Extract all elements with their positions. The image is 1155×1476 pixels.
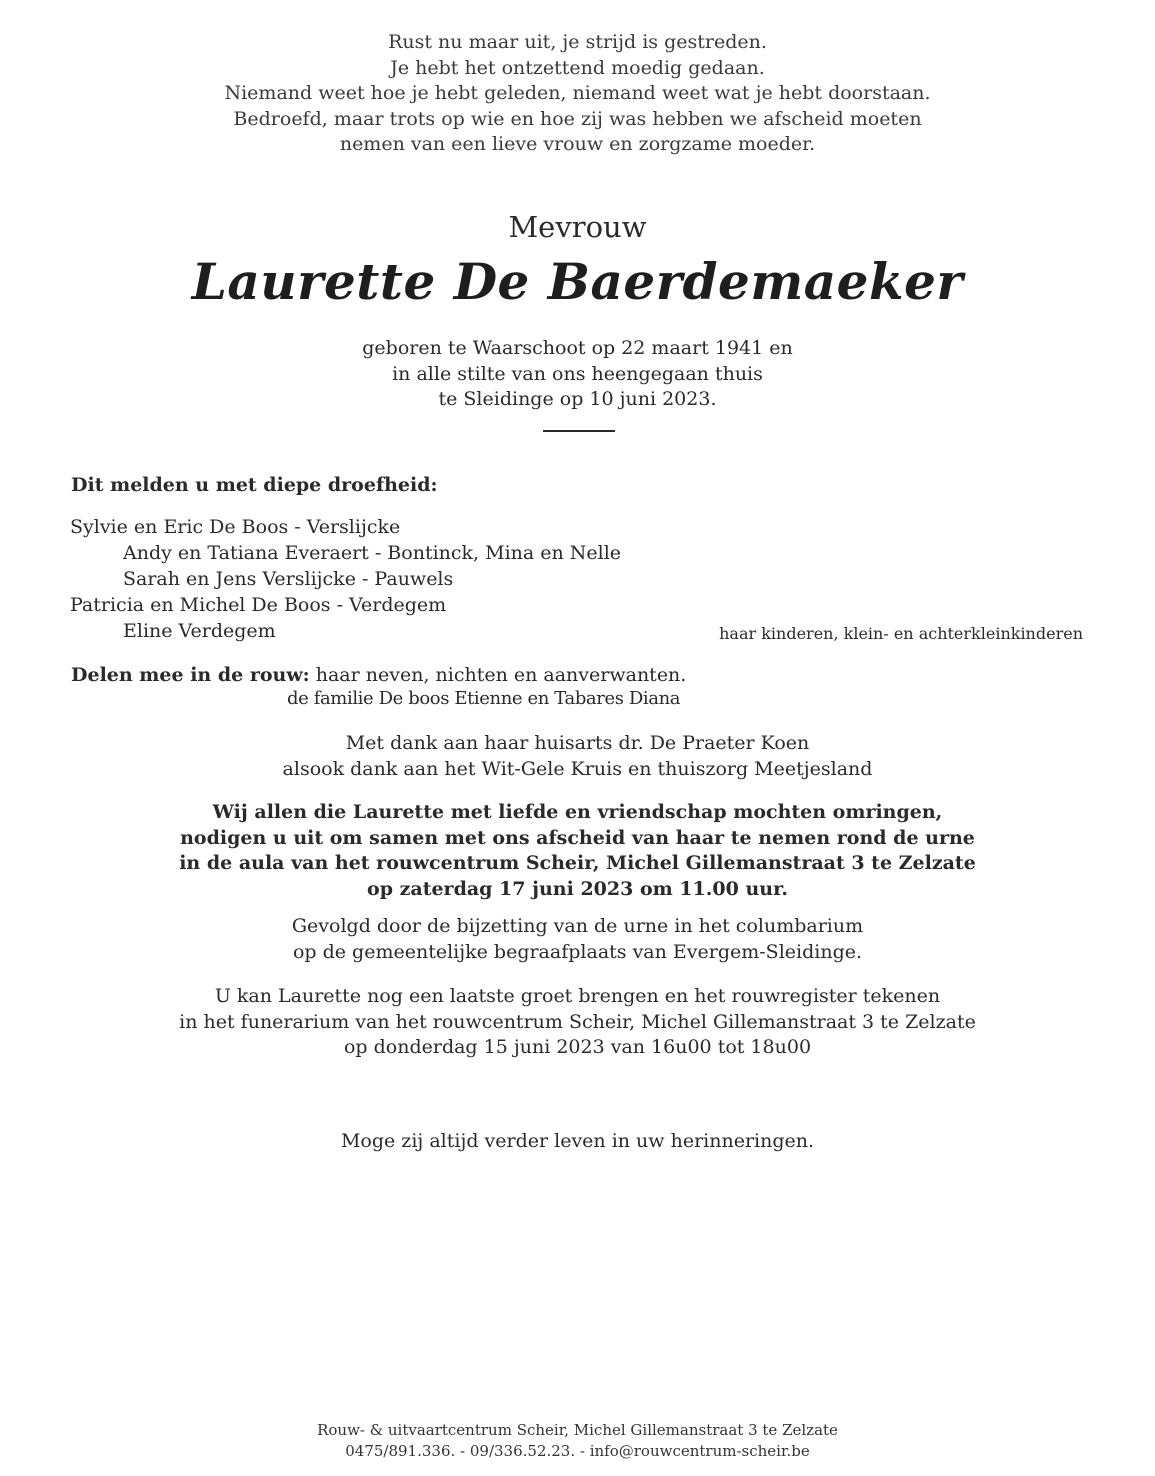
visit-line: U kan Laurette nog een laatste groet brengen en het rouwregister tekenen [214, 985, 941, 1007]
poem-line: Bedroefd, maar trots op wie en hoe zij was hebben we afscheid moeten [233, 107, 922, 130]
poem-line: Je hebt het ontzettend moedig gedaan. [390, 56, 765, 79]
birth-line: geboren te Waarschoot op 22 maart 1941 en [362, 337, 793, 359]
visit-line: in het funerarium van het rouwcentrum Scheir, Michel Gillemanstraat 3 te Zelzate [179, 1010, 976, 1033]
thanks [0, 731, 1155, 782]
invite-line: op zaterdag 17 juni 2023 om 11.00 uur. [367, 877, 788, 900]
poem-line: nemen van een lieve vrouw en zorgzame moeder. [339, 133, 816, 156]
interment-line: Gevolgd door de bijzetting van de urne in het columbarium [291, 915, 864, 937]
family-list [0, 514, 1155, 644]
share-mourning [71, 662, 686, 688]
footer-address: Rouw- & uitvaartcentrum Scheir, Michel Gillemanstraat 3 te Zelzate [317, 1421, 838, 1439]
invite-line: in de aula van het rouwcentrum Scheir, Michel Gillemanstraat 3 te Zelzate [179, 852, 976, 875]
poem-line: Niemand weet hoe je hebt geleden, niemand weet wat je hebt doorstaan. [224, 82, 931, 105]
family-member: Patricia en Michel De Boos - Verdegem [70, 594, 447, 616]
footer [0, 1420, 1155, 1462]
share-label: Delen mee in de rouw: [71, 664, 310, 686]
family-relation: haar kinderen, klein- en achterkleinkinderen [719, 624, 1083, 643]
divider [543, 430, 615, 432]
invite-line: nodigen u uit om samen met ons afscheid van haar te nemen rond de urne [180, 826, 975, 849]
invite-line: Wij allen die Laurette met liefde en vriendschap mochten omringen, [212, 801, 943, 823]
family-row [0, 618, 1155, 644]
family-member: Sylvie en Eric De Boos - Verslijcke [70, 516, 401, 538]
family-row [0, 566, 1155, 592]
thanks-line: Met dank aan haar huisarts dr. De Praeter Koen [345, 732, 810, 754]
family-row [0, 592, 1155, 618]
family-row [0, 514, 1155, 540]
invitation [0, 800, 1155, 902]
birth-death-info [0, 336, 1155, 413]
family-member: Eline Verdegem [123, 620, 276, 642]
birth-line: te Sleidinge op 10 juni 2023. [438, 388, 717, 411]
announce-heading: Dit melden u met diepe droefheid: [71, 474, 438, 496]
birth-line: in alle stilte van ons heengegaan thuis [392, 362, 763, 385]
visitation-info [0, 984, 1155, 1061]
thanks-line: alsook dank aan het Wit-Gele Kruis en thuiszorg Meetjesland [282, 757, 873, 780]
deceased-name: Laurette De Baerdemaeker [191, 252, 964, 311]
share-text: haar neven, nichten en aanverwanten. [309, 664, 687, 686]
closing-line: Moge zij altijd verder leven in uw herinneringen. [340, 1130, 815, 1152]
family-member: Sarah en Jens Verslijcke - Pauwels [123, 568, 454, 590]
interment-info [0, 914, 1155, 965]
poem [0, 30, 1155, 158]
honorific: Mevrouw [508, 210, 647, 244]
family-row [0, 540, 1155, 566]
family-member: Andy en Tatiana Everaert - Bontinck, Mina en Nelle [123, 542, 622, 564]
share-line-2: de familie De boos Etienne en Tabares Diana [287, 688, 681, 709]
footer-contact: 0475/891.336. - 09/336.52.23. - info@rouwcentrum-scheir.be [345, 1442, 810, 1460]
poem-line: Rust nu maar uit, je strijd is gestreden. [388, 31, 767, 53]
visit-line: op donderdag 15 juni 2023 van 16u00 tot 18u00 [343, 1036, 812, 1059]
interment-line: op de gemeentelijke begraafplaats van Evergem-Sleidinge. [292, 940, 863, 963]
